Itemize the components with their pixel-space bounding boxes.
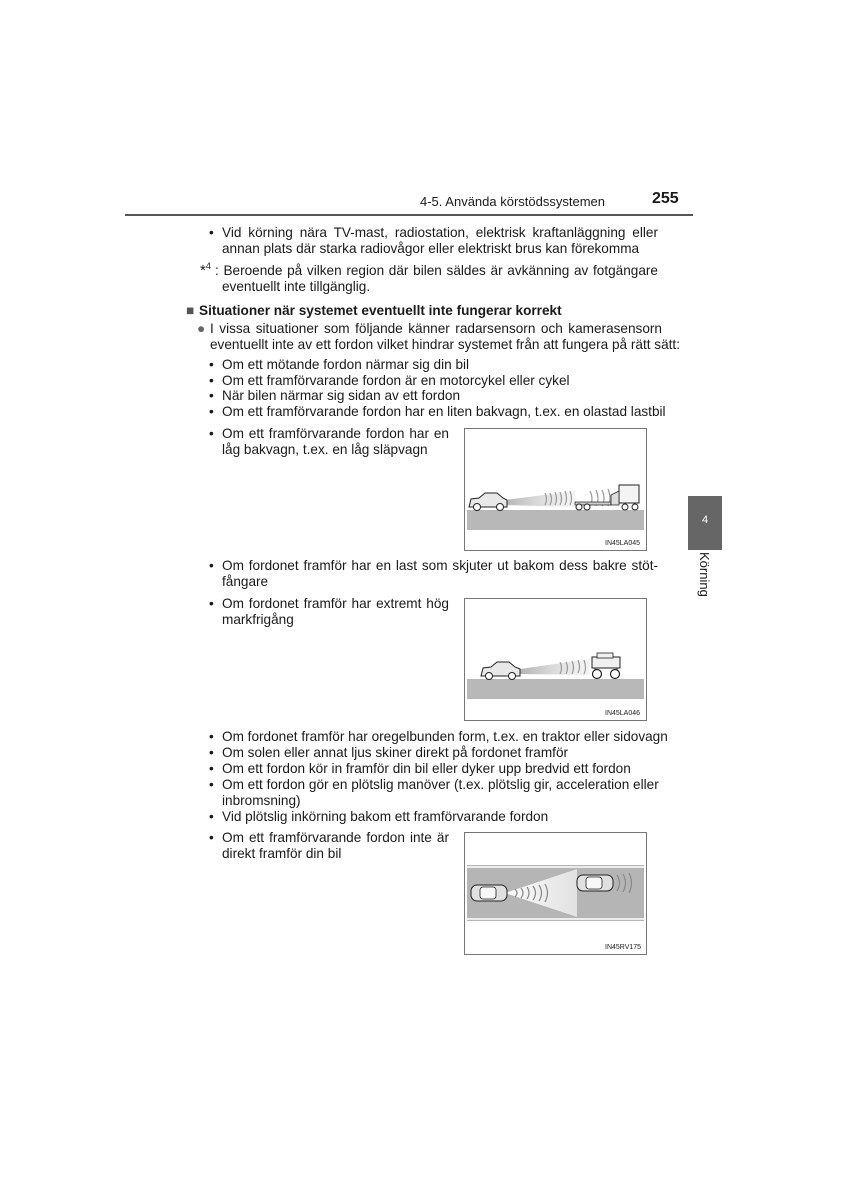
- section-intro-line2: eventuellt inte av ett fordon vilket hindrar systemet från att fungera på rätt sätt:: [210, 337, 680, 352]
- bullet-d-line1: Om fordonet framför har extremt hög: [222, 596, 449, 611]
- list-item: Om ett fordon gör en plötslig manöver (t.ex. plötslig gir, acceleration eller: [222, 777, 659, 792]
- bullet-f-line2: direkt framför din bil: [222, 846, 342, 861]
- preceding-car-top: [577, 875, 613, 891]
- footnote-line2: eventuellt inte tillgänglig.: [222, 279, 371, 294]
- bullet-dot: •: [209, 404, 214, 419]
- heading-square: ■: [186, 303, 195, 318]
- bullet-c-line2: fångare: [222, 574, 269, 589]
- circle-bullet: ●: [197, 321, 206, 336]
- chapter-label-text: Körning: [697, 552, 712, 597]
- header-rule: [125, 214, 693, 216]
- bullet-dot: •: [209, 830, 214, 845]
- bullet-dot: •: [209, 745, 214, 760]
- bullet-d-line2: markfrigång: [222, 612, 294, 627]
- list-item: Vid plötslig inkörning bakom ett framförvarande fordon: [222, 809, 549, 824]
- bullet-dot: •: [209, 388, 214, 403]
- section-intro-line1: I vissa situationer som följande känner radarsensorn och kamerasensorn: [210, 321, 662, 336]
- offset-vehicle-illustration: [465, 833, 646, 954]
- intro-bullet-line1: Vid körning nära TV-mast, radiostation, elektrisk kraftanläggning eller: [222, 225, 658, 240]
- figure-code: IN45LA046: [605, 710, 641, 717]
- bullet-dot: •: [209, 225, 214, 240]
- road: [467, 679, 644, 699]
- figure-offset-vehicle: [464, 832, 647, 955]
- chapter-tab: [688, 496, 722, 550]
- bullet-dot: •: [209, 596, 214, 611]
- road: [467, 510, 644, 530]
- footnote-number: 4: [205, 261, 211, 271]
- bullet-dot: •: [209, 777, 214, 792]
- list-item: Om fordonet framför har oregelbunden form, t.ex. en traktor eller sidovagn: [222, 729, 668, 744]
- footnote-line1: : Beroende på vilken region där bilen säldes är avkänning av fotgängare: [215, 263, 658, 278]
- figure-code: IN45RV175: [605, 944, 642, 951]
- list-item-continuation: inbromsning): [222, 793, 301, 808]
- chapter-label: [688, 552, 722, 612]
- figure-low-trailer: [464, 428, 647, 551]
- bullet-dot: •: [209, 761, 214, 776]
- list-item: Om solen eller annat ljus skiner direkt på fordonet framför: [222, 745, 569, 760]
- bullet-dot: •: [209, 558, 214, 573]
- high-clearance-vehicle: [592, 653, 620, 679]
- bullet-dot: •: [209, 809, 214, 824]
- own-car-top: [471, 885, 507, 901]
- high-clearance-illustration: [465, 599, 646, 720]
- footnote-marker: [200, 258, 211, 279]
- footnote-asterisk: *: [200, 262, 206, 279]
- chapter-number: 4: [701, 514, 709, 526]
- section-heading: Situationer när systemet eventuellt inte fungerar korrekt: [199, 303, 562, 318]
- section-title: 4-5. Använda körstödssystemen: [420, 194, 605, 209]
- list-item: Om ett framförvarande fordon har en liten bakvagn, t.ex. en olastad lastbil: [222, 404, 666, 419]
- figure-high-clearance: [464, 598, 647, 721]
- list-item: Om ett framförvarande fordon är en motorcykel eller cykel: [222, 373, 570, 388]
- bullet-dot: •: [209, 357, 214, 372]
- own-car-side: [481, 662, 520, 680]
- page-number: 255: [652, 190, 679, 207]
- list-item: När bilen närmar sig sidan av ett fordon: [222, 388, 461, 403]
- low-trailer-illustration: [465, 429, 646, 550]
- bullet-dot: •: [209, 373, 214, 388]
- list-item: Om ett mötande fordon närmar sig din bil: [222, 357, 470, 372]
- trailer-and-truck: [575, 485, 639, 510]
- own-car-side: [469, 493, 507, 511]
- bullet-c-line1: Om fordonet framför har en last som skjuter ut bakom dess bakre stöt-: [222, 558, 658, 573]
- bullet-b-line2: låg bakvagn, t.ex. en låg släpvagn: [222, 442, 428, 457]
- bullet-dot: •: [209, 729, 214, 744]
- intro-bullet-line2: annan plats där starka radiovågor eller elektriskt brus kan förekomma: [222, 241, 640, 256]
- list-item: Om ett fordon kör in framför din bil eller dyker upp bredvid ett fordon: [222, 761, 631, 776]
- bullet-b-line1: Om ett framförvarande fordon har en: [222, 426, 449, 441]
- radar-beam: [505, 491, 575, 507]
- figure-code: IN45LA045: [605, 540, 641, 547]
- bullet-dot: •: [209, 426, 214, 441]
- bullet-f-line1: Om ett framförvarande fordon inte är: [222, 830, 449, 845]
